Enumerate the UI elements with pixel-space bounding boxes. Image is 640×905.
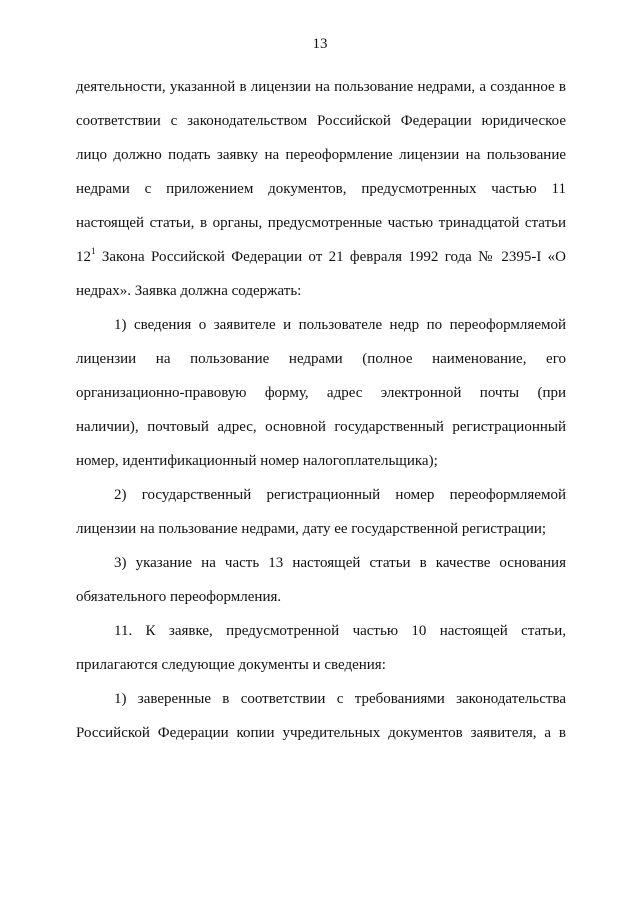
text-line: недрах». Заявка должна содержать: [76,283,302,299]
text-line: наличии), почтовый адрес, основной государственный регистрационный [76,419,566,435]
text-line: деятельности, указанной в лицензии на пользование недрами, а созданное в [76,79,566,95]
paragraph-first-line: 3) указание на часть 13 настоящей статьи в качестве основания [114,555,566,571]
text-line-with-superscript [76,240,566,274]
text-line: настоящей статьи, в органы, предусмотренные частью тринадцатой статьи [76,215,566,231]
text-line: лицензии на пользование недрами, дату ее государственной регистрации; [76,521,547,537]
document-body [76,70,566,750]
text-line: соответствии с законодательством Российской Федерации юридическое [76,113,566,129]
paragraph-first-line: 1) сведения о заявителе и пользователе недр по переоформляемой [114,317,566,333]
text-line-rest: Закона Российской Федерации от 21 февраля 1992 года № 2395-I «О [95,249,566,265]
text-line: Российской Федерации копии учредительных документов заявителя, а в [76,725,566,741]
paragraph-first-line: 1) заверенные в соответствии с требованиями законодательства [114,691,566,707]
text-line: недрами с приложением документов, предусмотренных частью 11 [76,181,566,197]
article-superscript: 1 [91,246,96,256]
text-line: номер, идентификационный номер налогоплательщика); [76,453,438,469]
text-line: лицо должно подать заявку на переоформление лицензии на пользование [76,147,566,163]
paragraph-first-line: 11. К заявке, предусмотренной частью 10 настоящей статьи, [114,623,566,639]
text-line: организационно-правовую форму, адрес электронной почты (при [76,385,566,401]
paragraph-first-line: 2) государственный регистрационный номер переоформляемой [114,487,566,503]
article-number: 12 [76,249,91,265]
text-line: лицензии на пользование недрами (полное наименование, его [76,351,566,367]
page-number: 13 [312,36,328,52]
text-line: прилагаются следующие документы и сведения: [76,657,386,673]
text-line: обязательного переоформления. [76,589,282,605]
